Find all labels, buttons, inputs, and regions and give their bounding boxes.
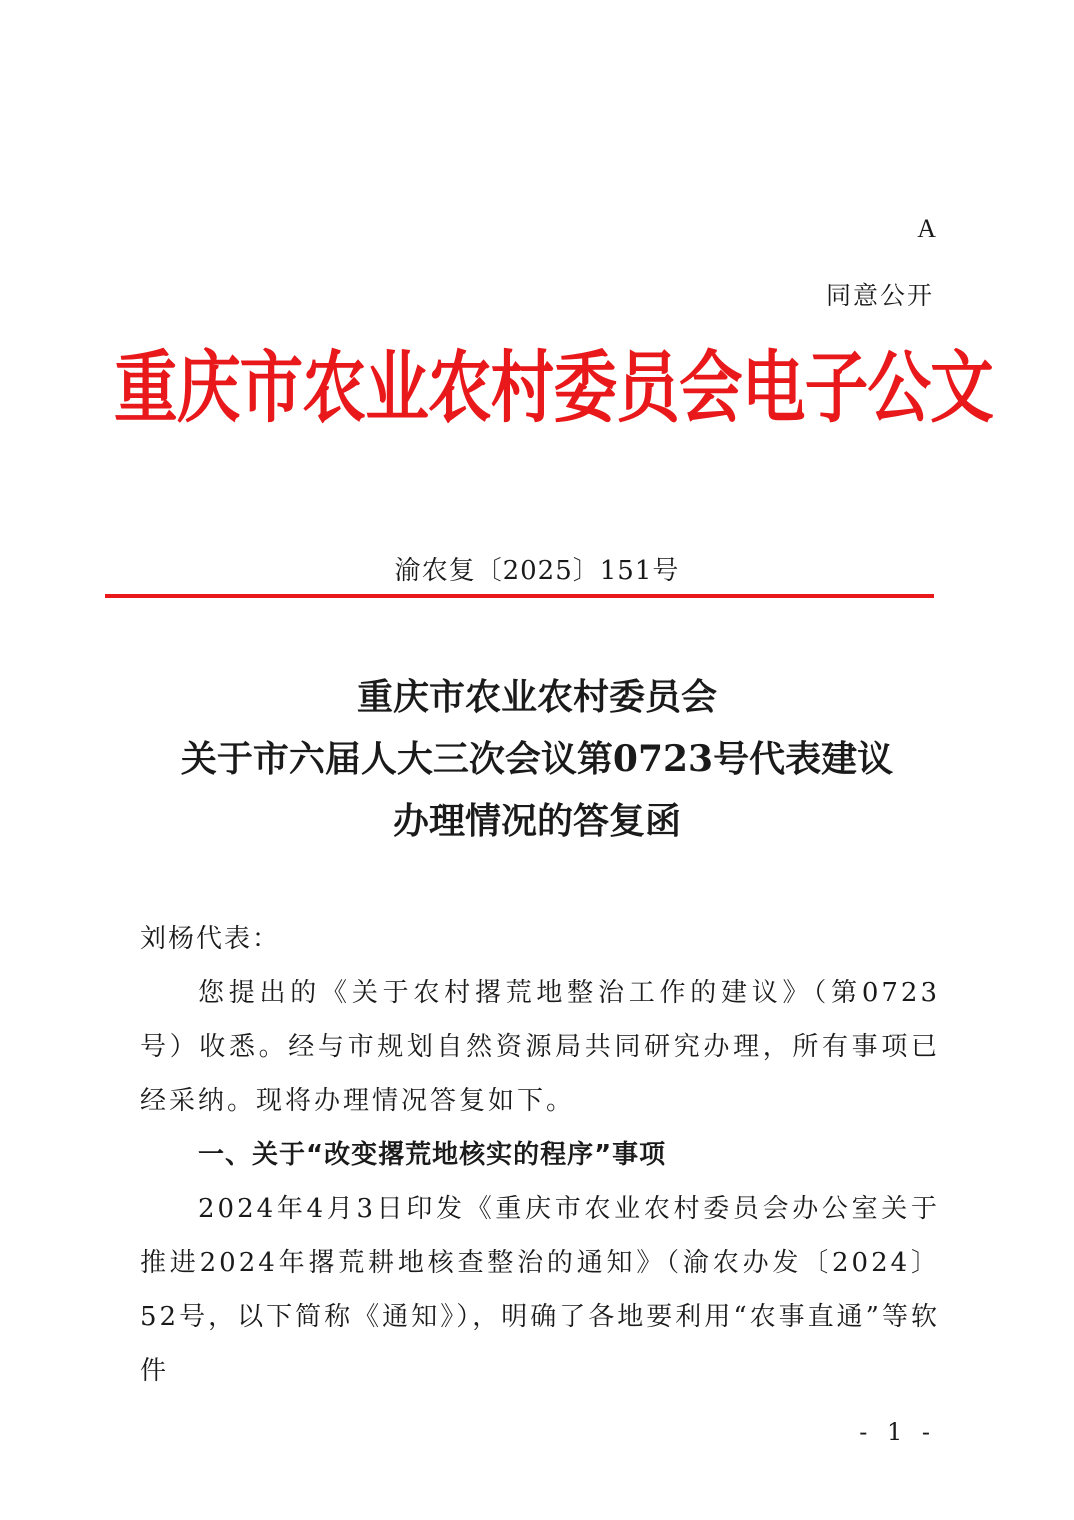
disclosure-status: 同意公开 xyxy=(825,281,934,310)
document-grade: A xyxy=(917,214,936,243)
paragraph-1: 您提出的《关于农村撂荒地整治工作的建议》（第0723号）收悉。经与市规划自然资源局共同研究办理，所有事项已经采纳。现将办理情况答复如下。 xyxy=(140,978,940,1116)
red-divider-line xyxy=(105,594,934,598)
document-title xyxy=(0,666,1074,852)
title-line-1: 重庆市农业农村委员会 xyxy=(356,676,717,718)
salutation: 刘杨代表： xyxy=(140,924,281,954)
page-number: - 1 - xyxy=(859,1418,936,1446)
document-number: 渝农复〔2025〕151号 xyxy=(394,556,680,586)
paragraph-2: 2024年4月3日印发《重庆市农业农村委员会办公室关于推进2024年撂荒耕地核查整治的通知》（渝农办发〔2024〕52号，以下简称《通知》），明确了各地要利用“农事直通”等软件 xyxy=(140,1194,940,1386)
title-line-3: 办理情况的答复函 xyxy=(392,800,681,842)
title-line-2: 关于市六届人大三次会议第0723号代表建议 xyxy=(180,738,894,780)
section-heading-1: 一、关于“改变撂荒地核实的程序”事项 xyxy=(198,1140,667,1170)
red-header-title: 重庆市农业农村委员会电子公文 xyxy=(114,343,993,434)
